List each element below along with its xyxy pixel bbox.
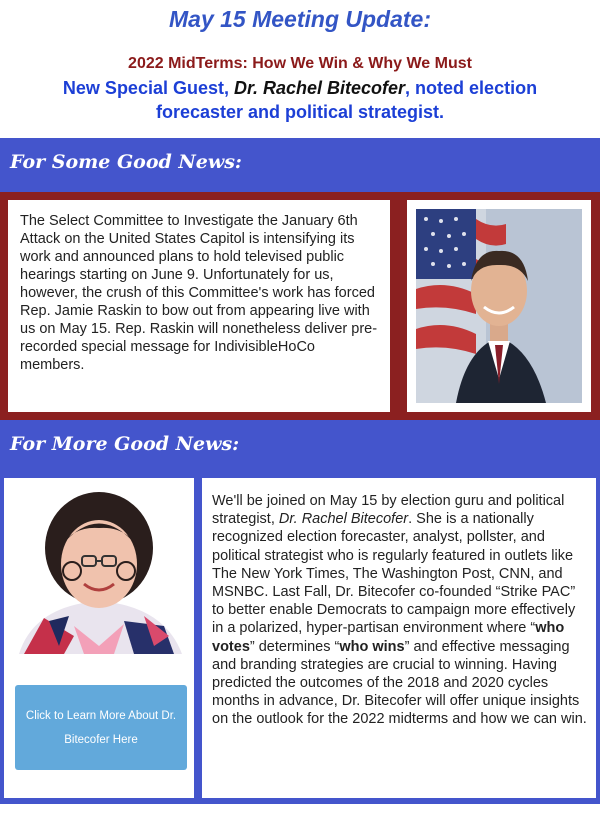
raskin-photo bbox=[416, 209, 582, 403]
guest-prefix: New Special Guest, bbox=[62, 78, 234, 98]
who-votes-emphasis: who votes bbox=[212, 620, 565, 655]
who-wins-emphasis: who wins bbox=[339, 638, 405, 655]
good-news-heading: For Some Good News: bbox=[10, 151, 242, 173]
more-good-news-heading: For More Good News: bbox=[10, 433, 240, 455]
learn-more-button[interactable] bbox=[15, 685, 187, 770]
bitecofer-portrait-image bbox=[4, 486, 194, 654]
bitecofer-left-column bbox=[4, 478, 194, 798]
raskin-portrait-image bbox=[416, 209, 582, 403]
guest-suffix: , noted election forecaster and political strategist. bbox=[155, 78, 538, 122]
header bbox=[0, 0, 600, 138]
more-good-news-banner bbox=[0, 420, 600, 474]
bitecofer-text-box bbox=[202, 478, 596, 798]
bitecofer-photo bbox=[4, 486, 194, 654]
bitecofer-text-part: We'll be joined on May 15 by election guru and political strategist, bbox=[212, 493, 565, 528]
raskin-photo-box bbox=[407, 200, 591, 412]
learn-more-button-label: Click to Learn More About Dr. Bitecofer Here bbox=[25, 709, 177, 746]
page-title: May 15 Meeting Update: bbox=[169, 6, 431, 32]
subtitle: 2022 MidTerms: How We Win & Why We Must bbox=[128, 55, 472, 72]
bitecofer-text-part: . She is a nationally recognized election forecaster, analyst, pollster, and political strategist who is regularly featured in outlets like The New York Times, The Washington Post, CNN, and MSNBC. Last Fall, Dr. Bitecofer co-founded “Strike PAC” to better enable Democrats to campaign more effectively in a polarized, hyper-partisan environment where “ bbox=[212, 511, 576, 637]
bitecofer-text bbox=[212, 492, 588, 729]
guest-name: Dr. Rachel Bitecofer bbox=[233, 78, 406, 98]
guest-announcement bbox=[20, 76, 580, 124]
bitecofer-name: Dr. Rachel Bitecofer bbox=[278, 511, 409, 528]
bitecofer-text-part: ” and effective messaging and branding strategies are crucial to winning. Having predicted the outcomes of the 2018 and 2020 cycles months in advance, Dr. Bitecofer will offer unique insights on the outlook for the 2022 midterms and how we can win. bbox=[212, 638, 587, 728]
raskin-text-box bbox=[8, 200, 390, 412]
good-news-banner bbox=[0, 138, 600, 192]
raskin-section bbox=[0, 192, 600, 420]
bitecofer-section bbox=[0, 474, 600, 804]
bitecofer-text-part: ” determines “ bbox=[249, 638, 340, 655]
raskin-text: The Select Committee to Investigate the January 6th Attack on the United States Capitol is intensifying its work and announced plans to hold televised public hearings starting on June 9. Unfortunately for us, however, the crush of this Committee's work has forced Rep. Jamie Raskin to bow out from appearing live with us on May 15. Rep. Raskin will nonetheless deliver pre-recorded special message for IndivisibleHoCo members. bbox=[20, 213, 378, 373]
